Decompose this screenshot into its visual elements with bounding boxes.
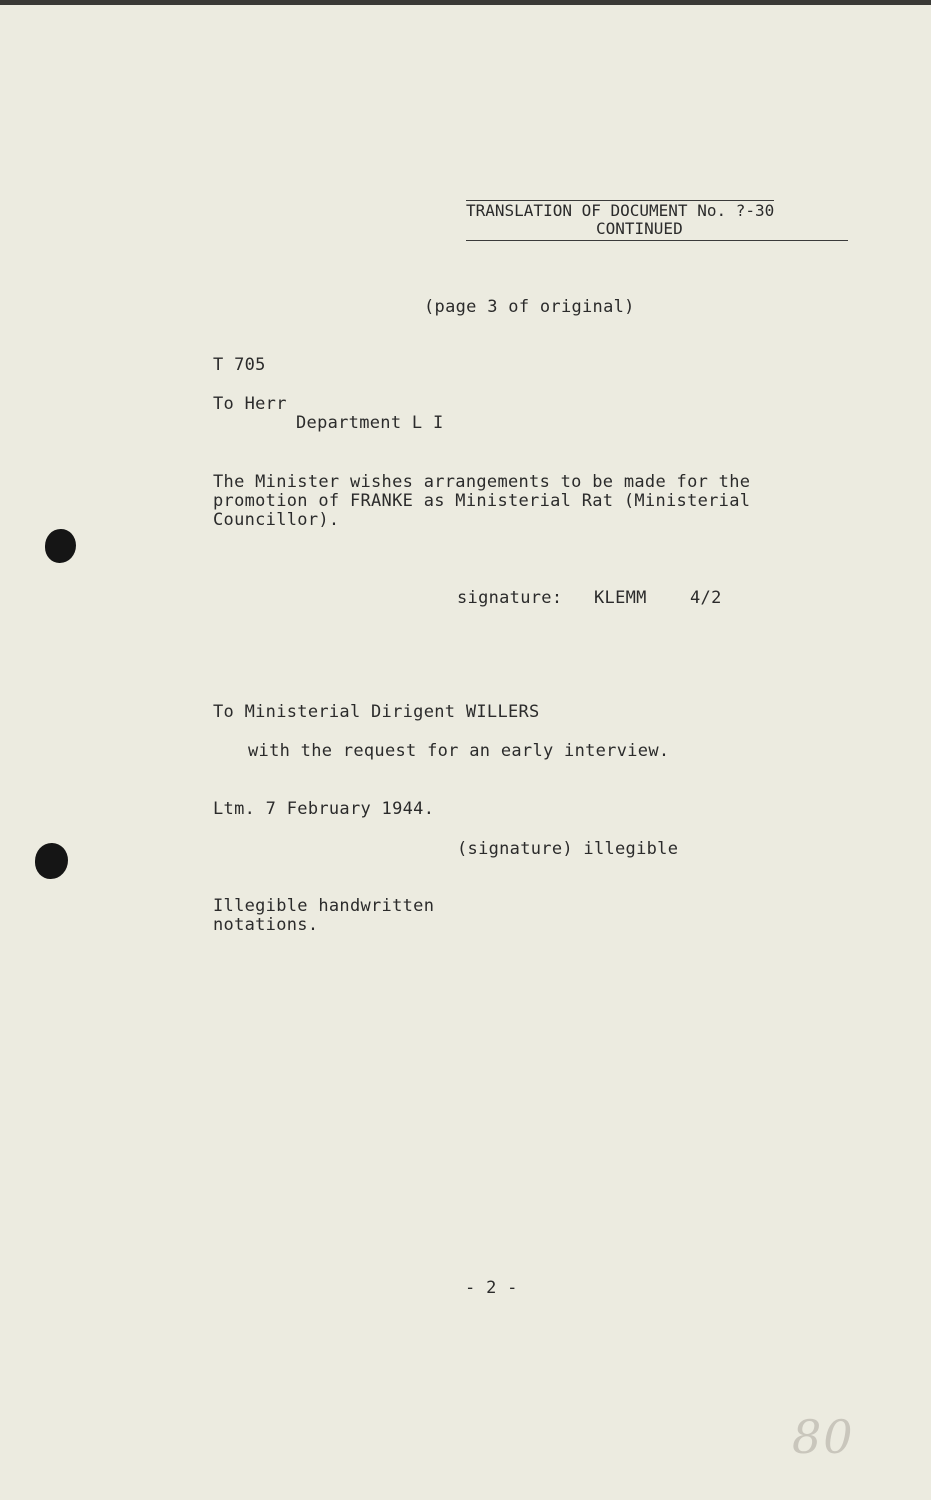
second-note-request: with the request for an early interview. xyxy=(248,741,670,761)
body-line-2: promotion of FRANKE as Ministerial Rat (Ministerial xyxy=(213,491,751,511)
signature-illegible: (signature) illegible xyxy=(457,839,679,859)
header-rule xyxy=(466,240,848,241)
header-subtitle: CONTINUED xyxy=(596,219,683,238)
page-of-original: (page 3 of original) xyxy=(424,297,635,317)
addressee-line-1: To Herr xyxy=(213,394,287,414)
addressee-line-2: Department L I xyxy=(296,413,444,433)
signature-name: KLEMM xyxy=(594,588,647,608)
signature-date: 4/2 xyxy=(690,588,722,608)
date-line: Ltm. 7 February 1944. xyxy=(213,799,435,819)
signature-label: signature: xyxy=(457,588,563,608)
second-note-addressee: To Ministerial Dirigent WILLERS xyxy=(213,702,540,722)
punch-hole xyxy=(45,529,76,563)
notations-line-2: notations. xyxy=(213,915,319,935)
reference-number: T 705 xyxy=(213,355,266,375)
page-number: - 2 - xyxy=(465,1278,518,1298)
notations-line-1: Illegible handwritten xyxy=(213,896,435,916)
stamp-number: 80 xyxy=(792,1410,855,1464)
punch-hole xyxy=(35,843,68,879)
body-line-3: Councillor). xyxy=(213,510,340,530)
header-title: TRANSLATION OF DOCUMENT No. ?-30 xyxy=(466,201,775,220)
body-line-1: The Minister wishes arrangements to be made for the xyxy=(213,472,751,492)
